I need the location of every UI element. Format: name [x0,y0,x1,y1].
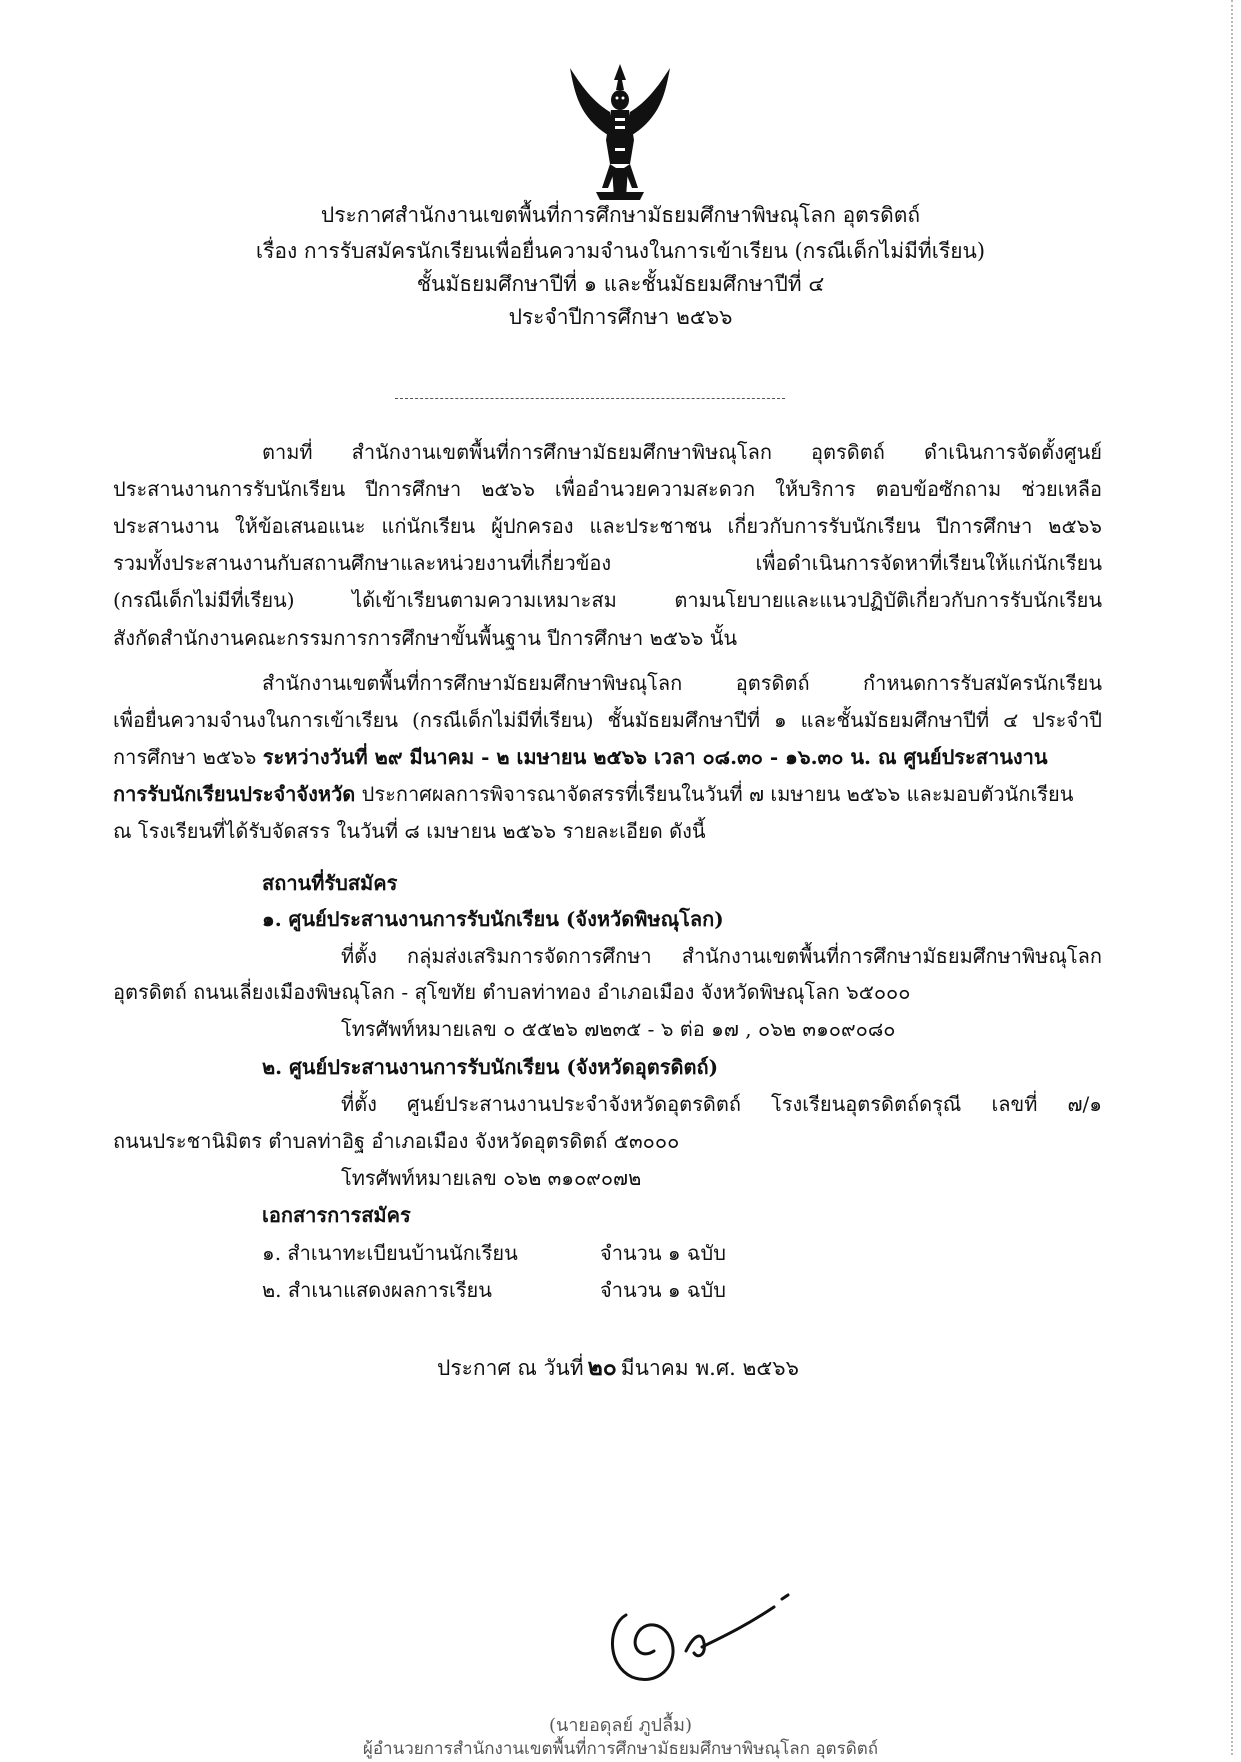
para2-line-4-plain: ประกาศผลการพิจารณาจัดสรรที่เรียนในวันที่ ๗ เมษายน ๒๕๖๖ และมอบตัวนักเรียน [361,782,1074,806]
venue2-phone: โทรศัพท์หมายเลข ๐๖๒ ๓๑๐๙๐๗๒ [341,1166,642,1190]
para1-line-6: สังกัดสำนักงานคณะกรรมการการศึกษาขั้นพื้นฐาน ปีการศึกษา ๒๕๖๖ นั้น [113,626,738,650]
para2-line-2: เพื่อยื่นความจำนงในการเข้าเรียน (กรณีเด็กไม่มีที่เรียน) ชั้นมัธยมศึกษาปีที่ ๑ และชั้นมัธยมศึกษาปีที่ ๔ ประจำปี [113,708,1102,732]
para1-line-2: ประสานงานการรับนักเรียน ปีการศึกษา ๒๕๖๖ เพื่ออำนวยความสะดวก ให้บริการ ตอบข้อซักถาม ช่วยเหลือ [113,477,1102,501]
signature-icon [598,1585,818,1695]
para2-line-3-bold: ระหว่างวันที่ ๒๙ มีนาคม - ๒ เมษายน ๒๕๖๖ เวลา ๐๘.๓๐ - ๑๖.๓๐ น. ณ ศูนย์ประสานงาน [262,745,1048,769]
announce-prefix: ประกาศ ณ วันที่ [437,1356,584,1380]
venue1-phone: โทรศัพท์หมายเลข ๐ ๕๕๒๖ ๗๒๓๕ - ๖ ต่อ ๑๗ , ๐๖๒ ๓๑๐๙๐๘๐ [341,1017,896,1041]
para2-line-3-plain: การศึกษา ๒๕๖๖ [113,745,257,769]
venues-heading: สถานที่รับสมัคร [262,871,398,895]
para1-line-3: ประสานงาน ให้ข้อเสนอแนะ แก่นักเรียน ผู้ปกครอง และประชาชน เกี่ยวกับการรับนักเรียน ปีการศึกษา ๒๕๖๖ [113,514,1102,538]
para1-line-4: รวมทั้งประสานงานกับสถานศึกษาและหน่วยงานที่เกี่ยวข้อง เพื่อดำเนินการจัดหาที่เรียนให้แก่นักเรียน [113,551,1102,575]
garuda-emblem-icon [560,60,680,210]
para2-line-4 [113,778,1073,810]
venue1-address-2: อุตรดิตถ์ ถนนเลี่ยงเมืองพิษณุโลก - สุโขทัย ตำบลท่าทอง อำเภอเมือง จังหวัดพิษณุโลก ๖๕๐๐๐ [113,980,911,1004]
para1-line-1: ตามที่ สำนักงานเขตพื้นที่การศึกษามัธยมศึกษาพิษณุโลก อุตรดิตถ์ ดำเนินการจัดตั้งศูนย์ [262,440,1102,464]
para2-line-3 [113,741,1048,773]
signatory-position: ผู้อำนวยการสำนักงานเขตพื้นที่การศึกษามัธยมศึกษาพิษณุโลก อุตรดิตถ์ [362,1739,879,1759]
para2-line-4-bold: การรับนักเรียนประจำจังหวัด [113,782,356,806]
title-separator [395,398,785,399]
title-line-1: ประกาศสำนักงานเขตพื้นที่การศึกษามัธยมศึกษาพิษณุโลก อุตรดิตถ์ [320,203,921,227]
title-line-3: ชั้นมัธยมศึกษาปีที่ ๑ และชั้นมัธยมศึกษาปีที่ ๔ [416,272,825,296]
document-item-1-label: ๑. สำเนาทะเบียนบ้านนักเรียน [262,1241,518,1265]
signatory-name: (นายอดุลย์ ภูปลื้ม) [549,1715,692,1736]
venue1-title: ๑. ศูนย์ประสานงานการรับนักเรียน (จังหวัดพิษณุโลก) [262,907,724,931]
para1-line-5: (กรณีเด็กไม่มีที่เรียน) ได้เข้าเรียนตามความเหมาะสม ตามนโยบายและแนวปฏิบัติเกี่ยวกับการรับนักเรียน [113,588,1102,612]
para2-line-5: ณ โรงเรียนที่ได้รับจัดสรร ในวันที่ ๘ เมษายน ๒๕๖๖ รายละเอียด ดังนี้ [113,819,706,843]
document-item-2-qty: จำนวน ๑ ฉบับ [600,1278,726,1302]
venue2-address-1: ที่ตั้ง ศูนย์ประสานงานประจำจังหวัดอุตรดิตถ์ โรงเรียนอุตรดิตถ์ดรุณี เลขที่ ๗/๑ [341,1092,1102,1116]
venue2-address-2: ถนนประชานิมิตร ตำบลท่าอิฐ อำเภอเมือง จังหวัดอุตรดิตถ์ ๕๓๐๐๐ [113,1129,680,1153]
title-line-4: ประจำปีการศึกษา ๒๕๖๖ [508,305,733,329]
documents-heading: เอกสารการสมัคร [262,1203,411,1227]
para2-line-1: สำนักงานเขตพื้นที่การศึกษามัธยมศึกษาพิษณุโลก อุตรดิตถ์ กำหนดการรับสมัครนักเรียน [262,671,1102,695]
document-item-2-label: ๒. สำเนาแสดงผลการเรียน [262,1278,492,1302]
announce-day: ๒๐ [587,1354,617,1381]
announce-suffix: มีนาคม พ.ศ. ๒๕๖๖ [620,1356,799,1380]
document-item-1-qty: จำนวน ๑ ฉบับ [600,1241,726,1265]
announce-date [437,1350,799,1386]
title-line-2: เรื่อง การรับสมัครนักเรียนเพื่อยื่นความจำนงในการเข้าเรียน (กรณีเด็กไม่มีที่เรียน) [255,239,986,263]
venue1-address-1: ที่ตั้ง กลุ่มส่งเสริมการจัดการศึกษา สำนักงานเขตพื้นที่การศึกษามัธยมศึกษาพิษณุโลก [341,944,1102,968]
venue2-title: ๒. ศูนย์ประสานงานการรับนักเรียน (จังหวัดอุตรดิตถ์) [262,1055,719,1079]
